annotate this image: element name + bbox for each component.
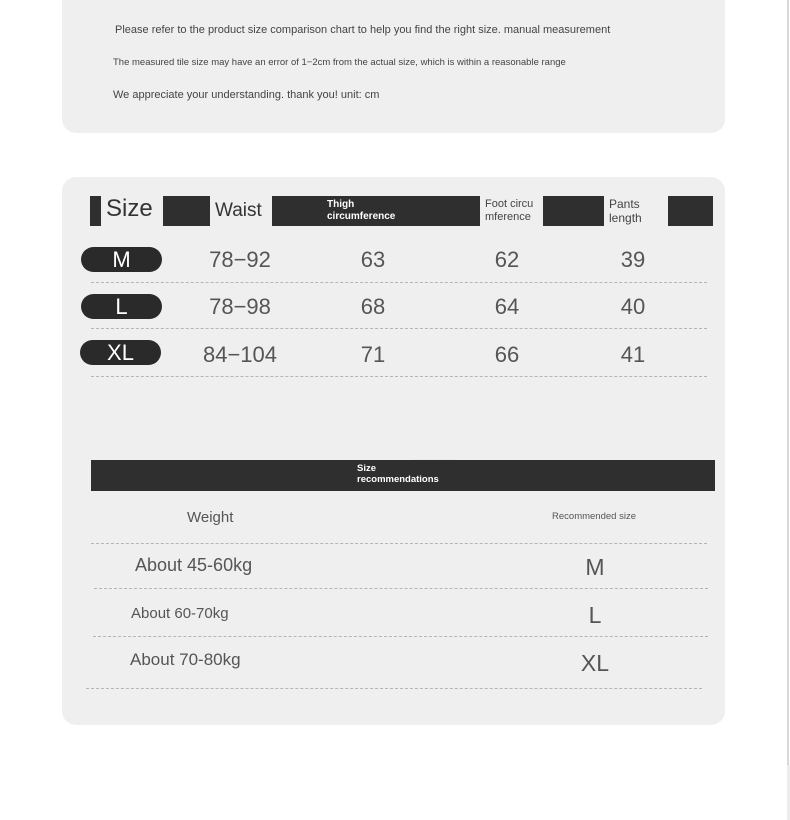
size-pill-xl: XL [80,340,161,365]
size-pill-l: L [81,294,162,319]
row-divider [91,543,707,544]
weight-header: Weight [187,509,234,526]
header-foot-line2: mference [485,211,531,223]
header-pants-line2: length [609,211,642,225]
note-line-2: The measured tile size may have an error of 1−2cm from the actual size, which is within a reasonable range [113,57,566,68]
row-divider [91,376,707,377]
weight-value: About 45-60kg [135,555,253,575]
row-divider [94,588,708,589]
recommendation-title-line1: Size [357,463,377,474]
header-thigh-line2: circumference [327,211,396,222]
thigh-value: 63 [360,247,386,272]
weight-value: About 70-80kg [130,650,241,669]
header-thigh [327,199,395,223]
pants-value: 41 [620,342,646,367]
recommended-size-value: M [585,554,605,580]
waist-value: 84−104 [202,342,278,367]
row-divider [91,282,707,283]
thigh-value: 71 [360,342,386,367]
header-block [543,196,604,226]
recommendation-title [357,463,439,485]
recommendation-header-accent [412,459,456,460]
header-size: Size [106,195,153,222]
right-edge-line [787,0,789,820]
row-divider [91,328,707,329]
foot-value: 66 [494,342,520,367]
header-pants [609,197,642,225]
header-block [90,196,101,226]
header-block [163,196,210,226]
waist-value: 78−92 [209,247,271,272]
header-foot [485,198,533,224]
note-line-1: Please refer to the product size comparison chart to help you find the right size. manual measurement [115,24,611,36]
size-pill-m: M [81,247,162,272]
header-waist: Waist [215,200,262,221]
weight-value: About 60-70kg [131,605,229,622]
pants-value: 40 [620,294,646,319]
foot-value: 62 [494,247,520,272]
recommended-size-value: XL [580,650,610,676]
foot-value: 64 [494,294,520,319]
waist-value: 78−98 [209,294,271,319]
thigh-value: 68 [360,294,386,319]
header-foot-line1: Foot circu [485,198,534,210]
header-thigh-line1: Thigh [327,199,355,210]
row-divider [93,636,708,637]
note-line-3: We appreciate your understanding. thank you! unit: cm [113,89,380,101]
recommended-size-header: Recommended size [552,511,636,522]
pants-value: 39 [620,247,646,272]
recommended-size-value: L [588,602,602,628]
header-pants-line1: Pants [609,197,640,211]
row-divider [86,688,702,689]
header-block [668,196,713,226]
recommendation-title-line2: recommendations [357,474,439,485]
